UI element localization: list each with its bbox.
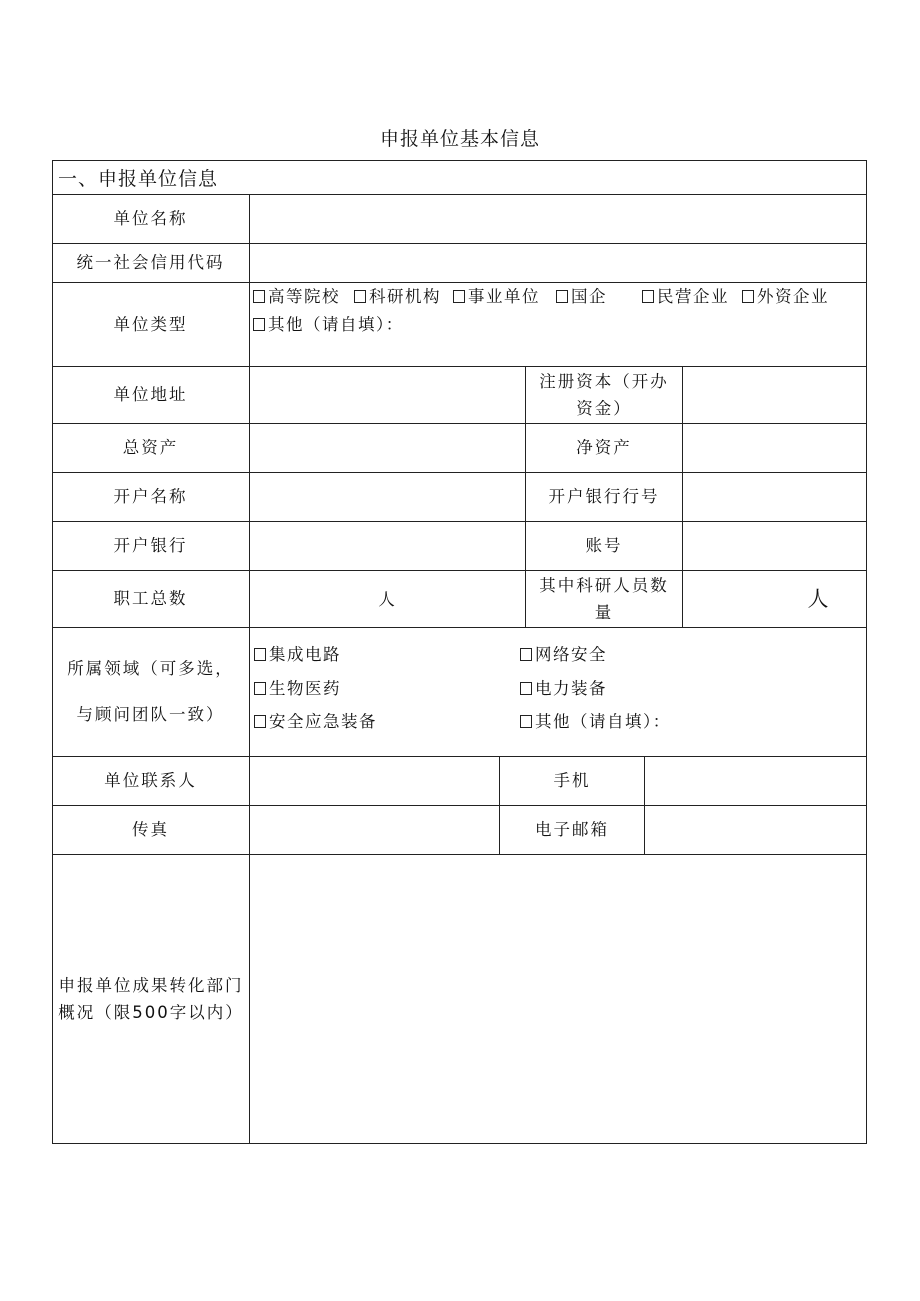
fax-label: 传真 (132, 820, 169, 839)
field-option[interactable]: 安全应急装备 (254, 712, 377, 732)
page-title: 申报单位基本信息 (379, 128, 540, 150)
researchers-field[interactable] (683, 571, 920, 627)
staff-unit: 人 (378, 589, 397, 609)
account-name-label: 开户名称 (113, 487, 188, 506)
account-no-label: 账号 (585, 536, 623, 555)
field-option[interactable]: 集成电路 (254, 645, 341, 665)
net-assets-label: 净资产 (576, 438, 632, 457)
email-label: 电子邮箱 (535, 820, 609, 839)
unit-type-option-other[interactable]: 其他（请自填）： (253, 315, 404, 335)
checkbox[interactable] (254, 648, 266, 661)
unit-type-option[interactable]: 国企 (556, 287, 607, 307)
reg-capital-label: 注册资本（开办资金） (539, 371, 669, 418)
staff-total-field[interactable] (250, 571, 525, 627)
dept-overview-field[interactable] (250, 855, 866, 1143)
unit-type-option[interactable]: 民营企业 (642, 287, 729, 307)
credit-code-label: 统一社会信用代码 (76, 253, 225, 272)
mobile-label: 手机 (553, 771, 591, 790)
field-option[interactable]: 生物医药 (254, 679, 341, 699)
researchers-unit: 人 (807, 586, 831, 611)
bank-code-field[interactable] (683, 473, 866, 521)
field-label (52, 627, 249, 756)
field-option[interactable]: 网络安全 (520, 645, 607, 665)
checkbox[interactable] (253, 290, 265, 303)
checkbox[interactable] (520, 715, 532, 728)
field-label-line2: 与顾问团队一致） (76, 704, 225, 724)
email-field[interactable] (645, 806, 866, 854)
account-no-field[interactable] (683, 522, 866, 570)
researchers-label: 其中科研人员数量 (539, 575, 669, 622)
address-label: 单位地址 (113, 385, 188, 404)
unit-type-option[interactable]: 科研机构 (354, 287, 441, 307)
checkbox[interactable] (254, 715, 266, 728)
checkbox[interactable] (354, 290, 366, 303)
checkbox[interactable] (642, 290, 654, 303)
total-assets-field[interactable] (250, 424, 525, 472)
total-assets-label: 总资产 (122, 438, 179, 457)
field-label-line1: 所属领域（可多选， (67, 658, 234, 678)
mobile-field[interactable] (645, 757, 866, 805)
checkbox[interactable] (520, 648, 532, 661)
account-name-field[interactable] (250, 473, 525, 521)
dept-overview-label: 申报单位成果转化部门概况（限500字以内） (58, 976, 244, 1022)
net-assets-field[interactable] (683, 424, 866, 472)
unit-type-option[interactable]: 高等院校 (253, 287, 340, 307)
section-title: 一、申报单位信息 (58, 168, 219, 190)
field-option-other[interactable]: 其他（请自填）： (520, 712, 671, 732)
checkbox[interactable] (253, 318, 265, 331)
unit-name-label: 单位名称 (113, 209, 188, 228)
unit-type-option[interactable]: 事业单位 (453, 287, 540, 307)
contact-label: 单位联系人 (104, 771, 197, 790)
fax-field[interactable] (250, 806, 499, 854)
unit-type-label: 单位类型 (113, 314, 188, 334)
unit-name-field[interactable] (250, 195, 866, 243)
reg-capital-field[interactable] (683, 367, 866, 423)
checkbox[interactable] (520, 682, 532, 695)
credit-code-field[interactable] (250, 244, 866, 282)
field-option[interactable]: 电力装备 (520, 679, 607, 699)
bank-code-label: 开户银行行号 (548, 487, 660, 506)
contact-field[interactable] (250, 757, 499, 805)
checkbox[interactable] (556, 290, 568, 303)
bank-field[interactable] (250, 522, 525, 570)
checkbox[interactable] (254, 682, 266, 695)
unit-type-option[interactable]: 外资企业 (742, 287, 829, 307)
checkbox[interactable] (742, 290, 754, 303)
checkbox[interactable] (453, 290, 465, 303)
address-field[interactable] (250, 367, 525, 423)
bank-label: 开户银行 (113, 536, 188, 555)
staff-total-label: 职工总数 (113, 589, 188, 608)
